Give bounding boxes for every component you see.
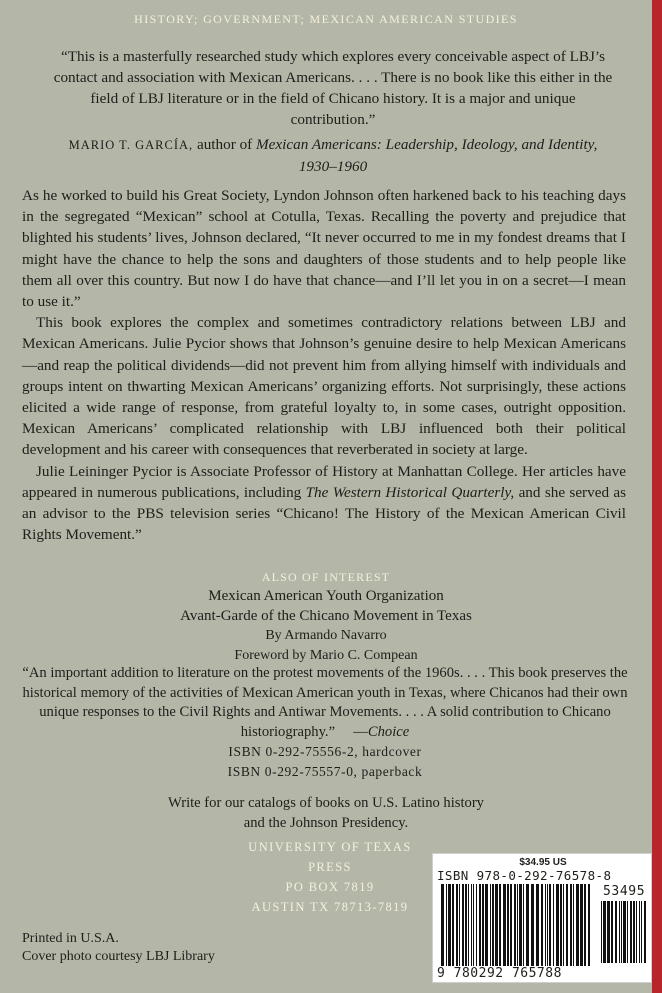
barcode-bar [452,884,454,966]
barcode-bar [560,884,562,966]
barcode-bar [630,901,632,963]
barcode-bar [641,901,642,963]
barcode-bar [517,884,518,966]
barcode-bar [633,901,635,963]
publisher-po-box: PO BOX 7819 [285,880,375,894]
barcode-bar [573,884,574,966]
isbn-paperback: ISBN 0-292-75557-0, paperback [227,763,423,779]
also-of-interest-label: ALSO OF INTEREST [261,570,391,584]
barcode-bar [468,884,469,966]
isbn-hardcover: ISBN 0-292-75556-2, hardcover [228,744,422,760]
related-book-title-1: Mexican American Youth Organization [208,588,444,604]
endorser-name: MARIO T. GARCÍA, [68,138,194,152]
review-text [22,664,628,742]
barcode-bar [536,884,539,966]
barcode-isbn: ISBN 978-0-292-76578-8 [437,868,612,883]
barcode-bar [615,901,617,963]
description-paragraph-2: This book explores the complex and sometimes contradictory relations between LBJ and Mexican Americans. Julie Pycior shows that Johnson’s genuine desire to help Mexican Americans—and reap the political dividends—did not prevent him from allying himself with individuals and groups intent on thwarting Mexican Americans’ organizing efforts. Not surprisingly, these actions elicited a wide range of response, from grateful loyalty to, in some cases, outright opposition. Mexican Americans’ complicated relationship with LBJ influenced both their political development and his career with consequences that reverberated in society at large. [22,314,626,459]
barcode-bar [441,884,444,966]
barcode-bar [563,884,564,966]
endorser-author-of: author of [196,136,253,153]
publisher-name: UNIVERSITY OF TEXAS PRESS [248,840,412,874]
related-book-foreword: Foreword by Mario C. Compean [234,648,418,663]
photo-credit: Cover photo courtesy LBJ Library [22,949,215,964]
publisher-city: AUSTIN TX 78713-7819 [251,900,409,914]
price-barcode-icon [601,901,647,963]
related-book-title-2: Avant-Garde of the Chicano Movement in Texas [180,608,472,624]
barcode-bar [485,884,488,966]
barcode-bar [553,884,554,966]
related-book-review [22,664,628,782]
barcode-bar [621,901,622,963]
barcode-bar [607,901,610,963]
barcode-bar [507,884,509,966]
book-description [22,185,626,545]
review-source: Choice [367,723,410,740]
catalog-request [0,793,652,833]
barcode-bar [476,884,477,966]
printing-credits [22,930,322,966]
printed-in: Printed in U.S.A. [22,931,119,946]
barcode-bar [495,884,498,966]
spine-stripe [652,0,662,993]
catalog-line-2: and the Johnson Presidency. [243,815,409,831]
barcode-bar [490,884,491,966]
barcode-label [432,853,652,983]
ean-barcode-icon [441,884,591,966]
barcode-bar [636,901,637,963]
barcode-bar [519,884,522,966]
barcode-bar [603,901,606,963]
author-bio-paragraph [22,461,626,546]
barcode-bar [541,884,543,966]
review-dash: — [353,723,368,740]
barcode-bar [499,884,501,966]
barcode-bar [479,884,481,966]
barcode-bar [471,884,472,966]
barcode-bar [644,901,646,963]
barcode-bar [446,884,447,966]
barcode-bar [526,884,529,966]
related-book-author: By Armando Navarro [265,628,387,643]
barcode-bar [556,884,559,966]
barcode-bar [619,901,620,963]
author-bio-start: Julie Leininger Pycior is Associate Professor of History at Manhattan College. Her articles have appeared in numerous publications, including [22,462,626,501]
barcode-bar [462,884,464,966]
barcode-bar [623,901,626,963]
barcode-bar [514,884,516,966]
endorser-book-title: Mexican Americans: Leadership, Ideology, and Identity, 1930–1960 [256,136,598,175]
barcode-bar [510,884,512,966]
barcode-bar [465,884,467,966]
journal-title: The Western Historical Quarterly, [305,483,515,501]
barcode-bar [566,884,568,966]
barcode-bar [627,901,628,963]
endorsement-quote: “This is a masterfully researched study which explores every conceivable aspect of LBJ’s contact and association with Mexican Americans. . . . There is no book like this either in the field of LBJ literature or in the field of Chicano history. It is a major and unique contribution.” [53,48,613,128]
barcode-bar [549,884,551,966]
price-label: $34.95 US [519,857,567,868]
barcode-bar [576,884,579,966]
barcode-bar [492,884,494,966]
price-code-digits: 53495 [603,884,646,899]
barcode-bar [459,884,460,966]
barcode-bar [639,901,640,963]
barcode-bar [547,884,548,966]
barcode-bar [482,884,484,966]
publisher-address [240,837,420,917]
barcode-bar [570,884,572,966]
barcode-bar [473,884,474,966]
barcode-bar [545,884,546,966]
barcode-bar [456,884,458,966]
barcode-bar [503,884,506,966]
barcode-bar [601,901,602,963]
review-quote: “An important addition to literature on the protest movements of the 1960s. . . . This book preserves the historical memory of the activities of Mexican American youth in Texas, where Chicanos had their own unique responses to the Civil Rights and Antiwar Movements. . . . A solid contribution to Chicano historiography.” [22,665,628,740]
endorsement-blurb [48,46,618,177]
also-of-interest [0,568,652,666]
description-paragraph-1: As he worked to build his Great Society, Lyndon Johnson often harkened back to his teaching days in the segregated “Mexican” school at Cotulla, Texas. Recalling the poverty and prejudice that blighted his students’ lives, Johnson declared, “It never occurred to me in my fondest dreams that I might have the chance to help the sons and daughters of those students and to help people like them all over this country. But now I do have that chance—and I’ll let you in on a secret—I mean to use it.” [22,187,626,311]
barcode-bar [588,884,590,966]
barcode-bar [448,884,451,966]
endorsement-attribution [48,134,618,177]
author-bio-end: and she served as an advisor to the PBS television series “Chicano! The History of the Mexican American Civil Rights Movement.” [22,483,627,544]
barcode-bar [611,901,613,963]
barcode-bar [531,884,534,966]
barcode-bar [580,884,583,966]
catalog-line-1: Write for our catalogs of books on U.S. Latino history [168,795,484,811]
barcode-bar [584,884,586,966]
category-header: HISTORY; GOVERNMENT; MEXICAN AMERICAN STUDIES [134,12,518,26]
ean-digits: 9 780292 765788 [437,966,562,981]
barcode-bar [523,884,524,966]
